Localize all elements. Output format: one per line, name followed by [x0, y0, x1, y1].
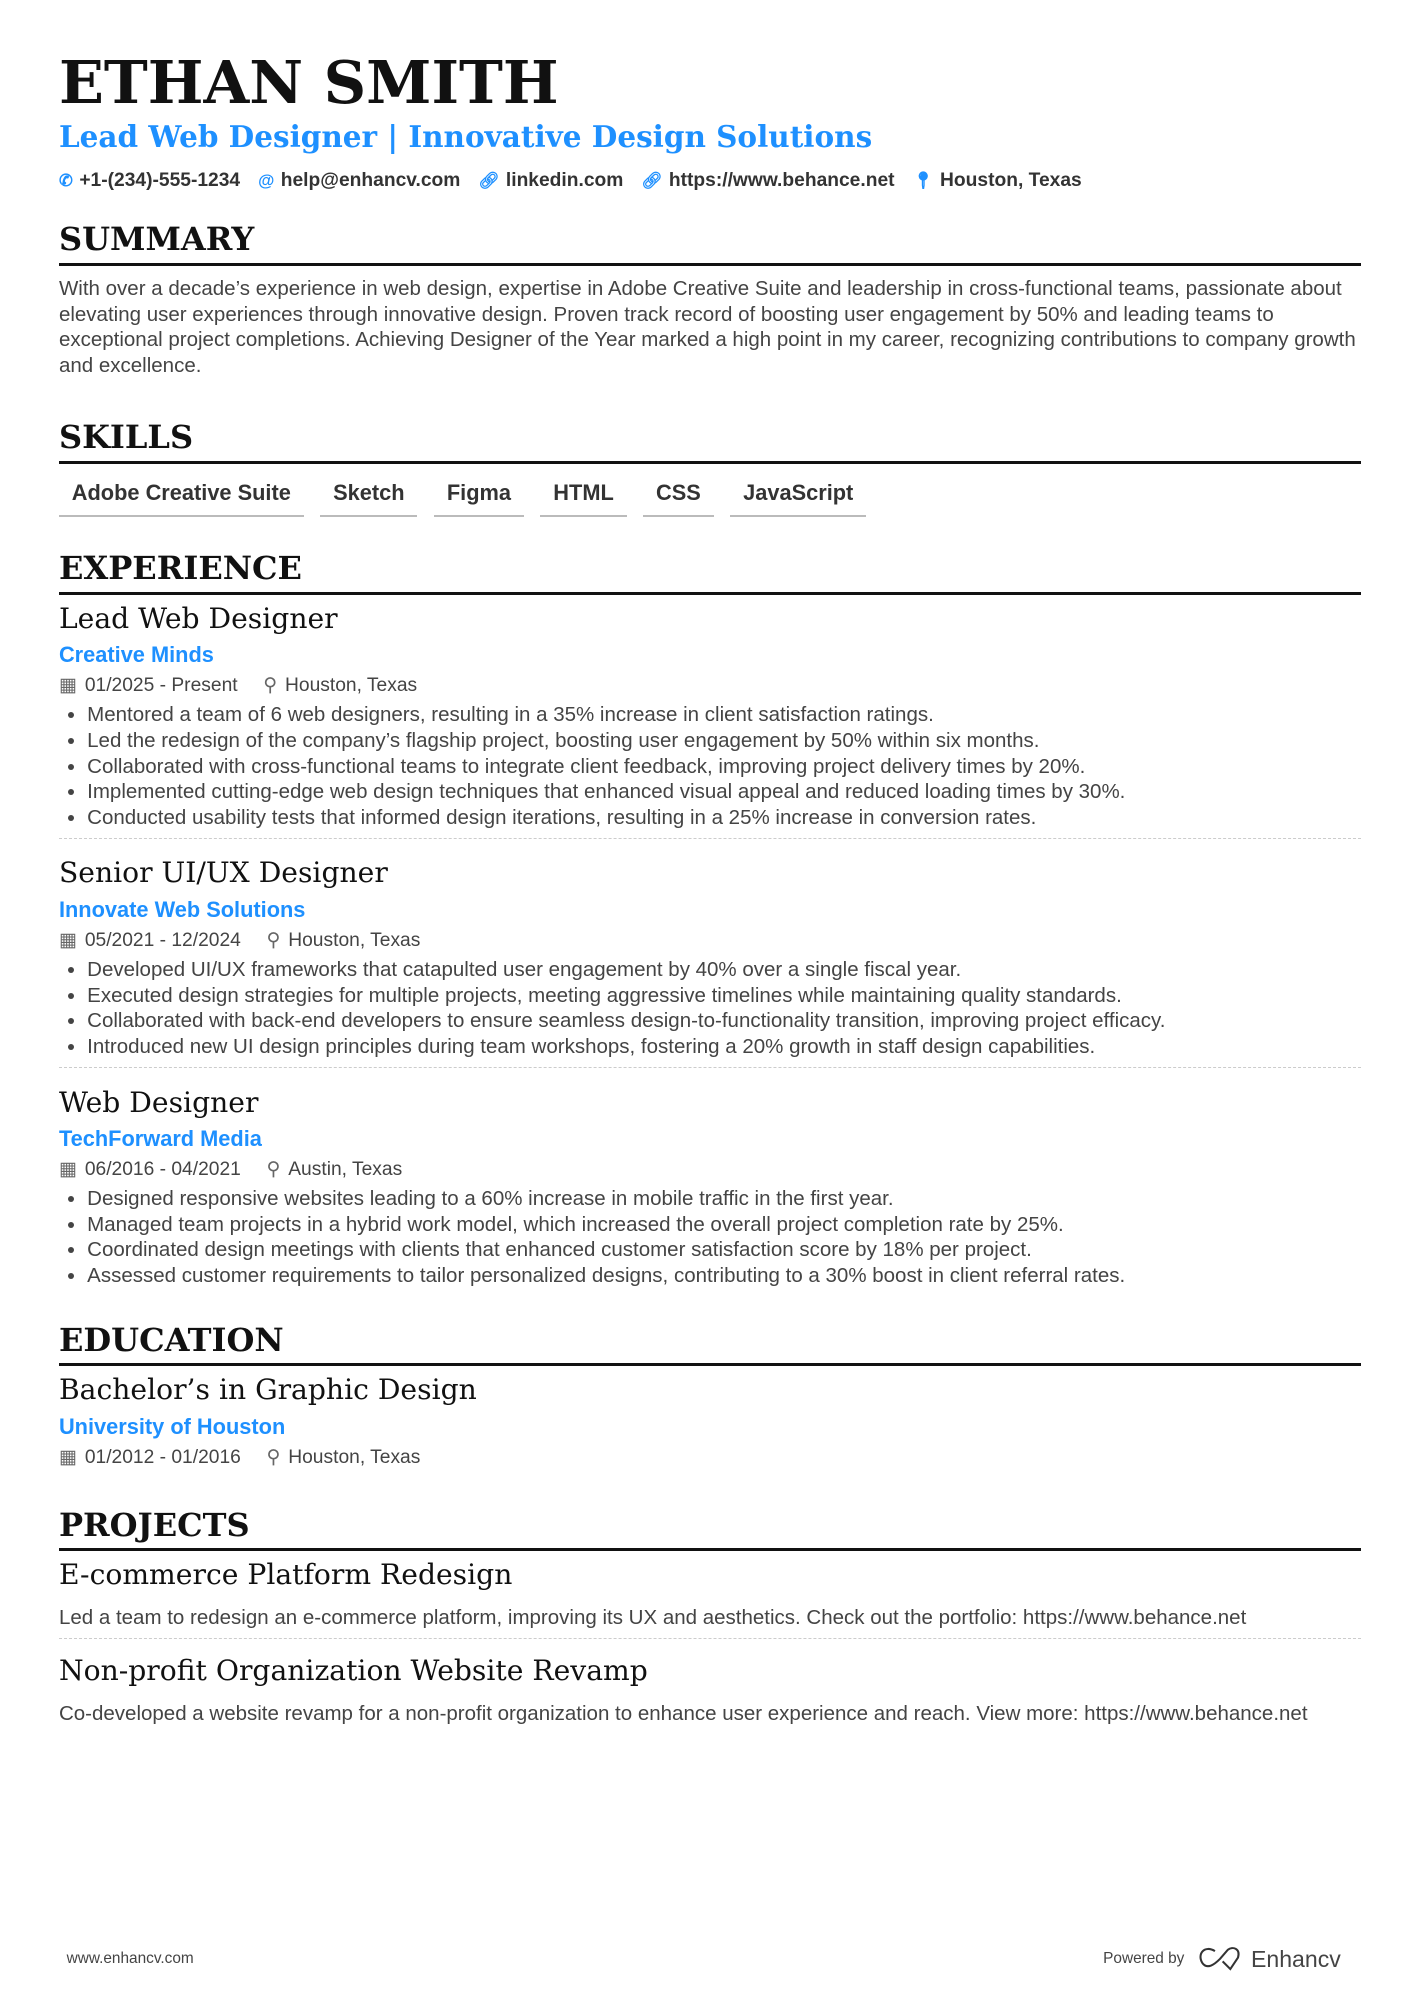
job-title: Lead Web Designer: [58, 601, 338, 635]
powered-by: Powered by: [1103, 1950, 1185, 1968]
contact-email[interactable]: @ help@enhancv.com: [258, 169, 461, 191]
location-icon: ⚲: [266, 1159, 281, 1181]
location: Austin, Texas: [288, 1159, 403, 1181]
skill-tag: HTML: [540, 476, 626, 517]
skills-section: [59, 417, 1361, 517]
job-bullet: • Coordinated design meetings with clients that enhanced customer satisfaction score by 18% per project.: [87, 1237, 1361, 1263]
dates: 06/2016 - 04/2021: [84, 1159, 241, 1181]
project-item: [59, 1556, 1361, 1638]
job-entry: [59, 838, 1361, 1067]
dates: 01/2012 - 01/2016: [84, 1447, 241, 1468]
location: Houston, Texas: [285, 675, 418, 697]
section-heading: EDUCATION: [59, 1320, 1361, 1367]
calendar-icon: ▦: [58, 1159, 78, 1181]
contact-location: 📍︎ Houston, Texas: [912, 169, 1082, 191]
location-icon: ⚲: [266, 1447, 281, 1468]
job-bullet: • Managed team projects in a hybrid work model, which increased the overall project completion rate by 25%.: [87, 1212, 1361, 1238]
phone-icon: ✆: [58, 170, 73, 190]
job-bullet: • Developed UI/UX frameworks that catapulted user engagement by 40% over a single fiscal year.: [87, 957, 1361, 983]
calendar-icon: ▦: [58, 1447, 78, 1468]
contact-behance[interactable]: 🔗︎ https://www.behance.net: [641, 169, 895, 191]
skill-tag: Sketch: [320, 476, 417, 517]
job-bullet: • Collaborated with back-end developers to ensure seamless design-to-functionality transition, improving project efficacy.: [87, 1008, 1361, 1034]
candidate-name: ETHAN SMITH: [58, 48, 559, 118]
section-heading: SKILLS: [59, 417, 1361, 464]
project-item: [59, 1638, 1361, 1734]
contact-row: [59, 168, 1361, 194]
dates: 01/2025 - Present: [84, 675, 238, 697]
calendar-icon: ▦: [58, 930, 78, 952]
job-entry: [59, 1067, 1361, 1296]
calendar-icon: ▦: [58, 675, 78, 697]
summary-text: With over a decade’s experience in web design, expertise in Adobe Creative Suite and leadership in cross-functional teams, passionate about elevating user experiences through innovative design. Proven track record of boosting user engagement by 50% and leading teams to exceptional project completions. Achieving Designer of the Year marked a high point in my career, recognizing contributions to company growth and excellence.: [58, 277, 1356, 377]
enhancv-logo-icon: [1197, 1946, 1243, 1972]
location: Houston, Texas: [288, 1447, 421, 1468]
footer: [67, 1946, 1341, 1973]
experience-section: [59, 548, 1361, 1296]
footer-site[interactable]: www.enhancv.com: [66, 1950, 194, 1968]
job-bullet: • Conducted usability tests that informed design iterations, resulting in a 25% increase in conversion rates.: [87, 805, 1361, 831]
skill-tag: CSS: [643, 476, 713, 517]
job-bullet: • Implemented cutting-edge web design techniques that enhanced visual appeal and reduced loading times by 30%.: [87, 779, 1361, 805]
job-bullet: • Designed responsive websites leading to a 60% increase in mobile traffic in the first year.: [87, 1186, 1361, 1212]
job-bullet: • Led the redesign of the company’s flagship project, boosting user engagement by 50% within six months.: [87, 728, 1361, 754]
job-bullet: • Collaborated with cross-functional teams to integrate client feedback, improving project delivery times by 20%.: [87, 754, 1361, 780]
summary-section: [59, 219, 1361, 378]
job-bullet: • Introduced new UI design principles during team workshops, fostering a 20% growth in staff design capabilities.: [87, 1034, 1361, 1060]
project-title: E-commerce Platform Redesign: [58, 1558, 513, 1592]
at-icon: @: [258, 170, 275, 190]
enhancv-logo: Enhancv: [1197, 1946, 1341, 1973]
section-heading: PROJECTS: [59, 1505, 1361, 1552]
project-description: Co-developed a website revamp for a non-profit organization to enhance user experience and reach. View more: https://www.behance.net: [58, 1701, 1308, 1725]
job-entry: [59, 600, 1361, 838]
job-bullet: • Mentored a team of 6 web designers, resulting in a 35% increase in client satisfaction ratings.: [87, 702, 1361, 728]
section-heading: SUMMARY: [59, 219, 1361, 266]
projects-section: [59, 1505, 1361, 1735]
skill-tag: JavaScript: [730, 476, 866, 517]
location-icon: ⚲: [263, 675, 278, 697]
job-bullet: • Assessed customer requirements to tailor personalized designs, contributing to a 30% boost in client referral rates.: [87, 1263, 1361, 1289]
company: TechForward Media: [58, 1126, 262, 1152]
job-title: Senior UI/UX Designer: [58, 856, 388, 890]
education-section: [59, 1320, 1361, 1474]
job-bullet: • Executed design strategies for multiple projects, meeting aggressive timelines while maintaining quality standards.: [87, 983, 1361, 1009]
company: Creative Minds: [58, 642, 214, 668]
location-icon: 📍︎: [912, 170, 934, 190]
contact-linkedin[interactable]: 🔗︎ linkedin.com: [478, 169, 624, 191]
link-icon: 🔗︎: [641, 170, 663, 190]
skill-tag: Adobe Creative Suite: [59, 476, 304, 517]
degree: Bachelor’s in Graphic Design: [58, 1373, 477, 1407]
dates: 05/2021 - 12/2024: [84, 930, 241, 952]
link-icon: 🔗︎: [478, 170, 500, 190]
project-title: Non-profit Organization Website Revamp: [58, 1654, 648, 1688]
section-heading: EXPERIENCE: [59, 548, 1361, 595]
contact-phone[interactable]: ✆ +1-(234)-555-1234: [58, 169, 241, 191]
location-icon: ⚲: [266, 930, 281, 952]
job-title: Web Designer: [58, 1085, 259, 1119]
school: University of Houston: [58, 1413, 286, 1439]
project-description: Led a team to redesign an e-commerce platform, improving its UX and aesthetics. Check out the portfolio: https://www.behance.net: [58, 1605, 1247, 1629]
candidate-title: Lead Web Designer | Innovative Design Solutions: [58, 118, 873, 154]
skill-tag: Figma: [434, 476, 524, 517]
company: Innovate Web Solutions: [58, 896, 306, 922]
location: Houston, Texas: [288, 930, 421, 952]
